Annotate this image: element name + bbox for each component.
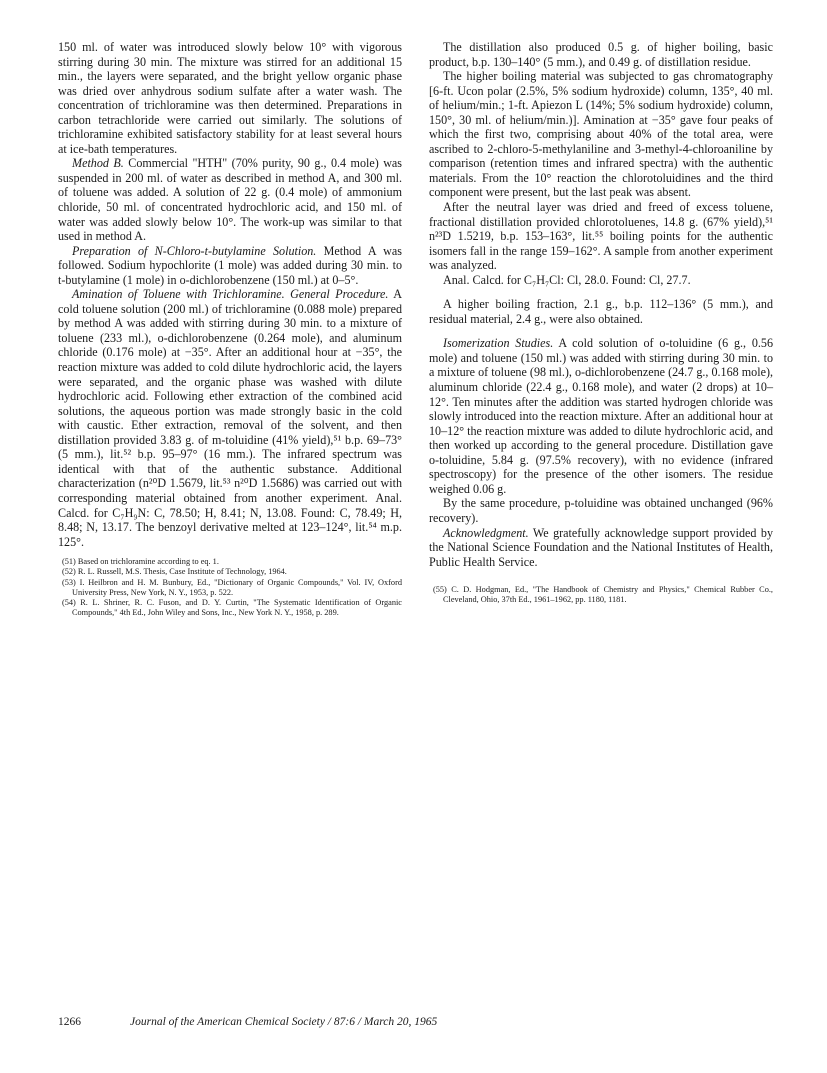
left-column [58,40,402,618]
run-in-heading: Isomerization Studies. [443,336,554,351]
paragraph: By the same procedure, p-toluidine was obtained unchanged (96% recovery). [429,496,773,525]
paragraph: A higher boiling fraction, 2.1 g., b.p. 112–136° (5 mm.), and residual material, 2.4 g., were also obtained. [429,297,773,326]
page-footer [58,1016,437,1028]
paragraph: The higher boiling material was subjected to gas chromatography [6-ft. Ucon polar (2.5%, 5% sodium hydroxide) column, 135°, 40 ml. of helium/min.; 1-ft. Apiezon L (14%; 5% sodium hydroxide) column, 150°, 30 ml. of helium/min.)]. Amination at −35° gave four peaks of which the first two, comprising about 40% of the total area, were ascribed to 2-chloro-5-methylaniline and 3-methyl-4-chloroaniline by comparison (retention times and infrared spectra) with the authentic materials. From the 10° reaction the chlorotoluidines and the third component were present, but the last peak was absent. [429,69,773,200]
paragraph-text: A cold toluene solution (200 ml.) of trichloramine (0.088 mole) prepared by method A was added with stirring during 30 min. to a mixture of toluene (233 ml.), o-dichlorobenzene (0.264 mole), and aluminum chloride (0.176 mole) at −35°. After an additional hour at −35°, the reaction mixture was added to cold dilute hydrochloric acid, the layers were separated, and the organic phase was washed with dilute hydrochloric acid. Following ether extraction of the combined acid solutions, the aqueous portion was made strongly basic in the cold with caustic. Ether extraction, removal of the solvent, and then distillation provided 3.83 g. of m-toluidine (41% yield),⁵¹ b.p. 69–73° (5 mm.), lit.⁵² b.p. 95–97° (16 mm.). The infrared spectrum was identical with that of the authentic substance. Additional characterization (n²⁰D 1.5679, lit.⁵³ n²⁰D 1.5686) was carried out with corresponding material obtained from another experiment. Anal. Calcd. for C₇H₉N: C, 78.50; H, 8.41; N, 13.08. Found: C, 78.49; H, 8.48; N, 13.17. The benzoyl derivative melted at 123–124°, lit.⁵⁴ m.p. 125°. [58,287,402,549]
paragraph-text: Commercial "HTH" (70% purity, 90 g., 0.4 mole) was suspended in 200 ml. of water as described in method A, and 300 ml. of toluene was added. A solution of 22 g. (0.4 mole) of ammonium chloride, 50 ml. of concentrated hydrochloric acid, and 150 ml. of water was added slowly below 10°. The work-up was similar to that used in method A. [58,156,402,244]
footnotes-right [429,585,773,605]
paragraph-chloro-butylamine [58,244,402,288]
run-in-heading: Preparation of N-Chloro-t-butylamine Solution. [72,243,317,258]
run-in-heading: Method B. [72,156,124,171]
paragraph-method-b [58,156,402,243]
run-in-heading: Amination of Toluene with Trichloramine. General Procedure. [72,287,389,302]
footnote-54: (54) R. L. Shriner, R. C. Fuson, and D. Y. Curtin, "The Systematic Identification of Organic Compounds," 4th Ed., John Wiley and Sons, Inc., New York N. Y., 1958, p. 289. [62,597,402,618]
journal-citation: Journal of the American Chemical Society / 87:6 / March 20, 1965 [130,1016,438,1028]
footnote-55: (55) C. D. Hodgman, Ed., "The Handbook of Chemistry and Physics," Chemical Rubber Co., Cleveland, Ohio, 37th Ed., 1961–1962, pp. 1180, 1181. [433,585,773,605]
paragraph-acknowledgment [429,526,773,570]
right-column [429,40,773,606]
run-in-heading: Acknowledgment. [443,525,529,540]
paragraph-isomerization [429,336,773,496]
page-number: 1266 [58,1016,81,1028]
footnotes-left [58,557,402,618]
paragraph-text: We gratefully acknowledge support provided by the National Science Foundation and the National Institutes of Health, Public Health Service. [429,525,773,569]
paragraph: The distillation also produced 0.5 g. of higher boiling, basic product, b.p. 130–140° (5 mm.), and 0.49 g. of distillation residue. [429,40,773,69]
paragraph: 150 ml. of water was introduced slowly below 10° with vigorous stirring during 30 min. The mixture was stirred for an additional 15 min., the layers were separated, and the bright yellow organic phase was dried over anhydrous sodium sulfate after a water wash. The concentration of trichloramine was then determined. Preparations in carbon tetrachloride were carried out similarly. The solutions of trichloramine exhibited satisfactory stability for at least several hours at ice-bath temperatures. [58,40,402,156]
paragraph-text: A cold solution of o-toluidine (6 g., 0.56 mole) and toluene (150 ml.) was added with stirring during 30 min. to a mixture of toluene (98 ml.), o-dichlorobenzene (24.7 g., 0.168 mole), aluminum chloride (22.4 g., 0.168 mole), and water (2 drops) at 10–12°. Ten minutes after the addition was started hydrogen chloride was slowly introduced into the reaction mixture. After an additional hour at 10–12° the reaction mixture was added to dilute hydrochloric acid, and then worked up according to the general procedure. Distillation gave o-toluidine, 5.84 g. (97.5% recovery), with no evidence (infrared spectroscopy) for the presence of the other isomers. The residue weighed 0.06 g. [429,336,774,496]
paragraph-analysis: Anal. Calcd. for C₇H₇Cl: Cl, 28.0. Found: Cl, 27.7. [443,272,691,287]
footnote-53: (53) I. Heilbron and H. M. Bunbury, Ed., "Dictionary of Organic Compounds," Vol. IV, Oxford University Press, New York, N. Y., 1953, p. 522. [62,577,402,597]
paragraph-amination [58,287,402,549]
paragraph-text: Method A was followed. Sodium hypochlorite (1 mole) was added during 30 min. to t-butylamine (1 mole) in o-dichlorobenzene (150 ml.) at 0–5°. [58,243,402,287]
paragraph: After the neutral layer was dried and freed of excess toluene, fractional distillation provided chlorotoluenes, 14.8 g. (67% yield),⁵¹ n²³D 1.5219, b.p. 153–163°, lit.⁵⁵ boiling points for the authentic isomers fall in the range 159–162°. A sample from another experiment was analyzed. [429,200,773,273]
footnote-52: (52) R. L. Russell, M.S. Thesis, Case Institute of Technology, 1964. [62,567,287,577]
footnote-51: (51) Based on trichloramine according to eq. 1. [62,557,219,567]
